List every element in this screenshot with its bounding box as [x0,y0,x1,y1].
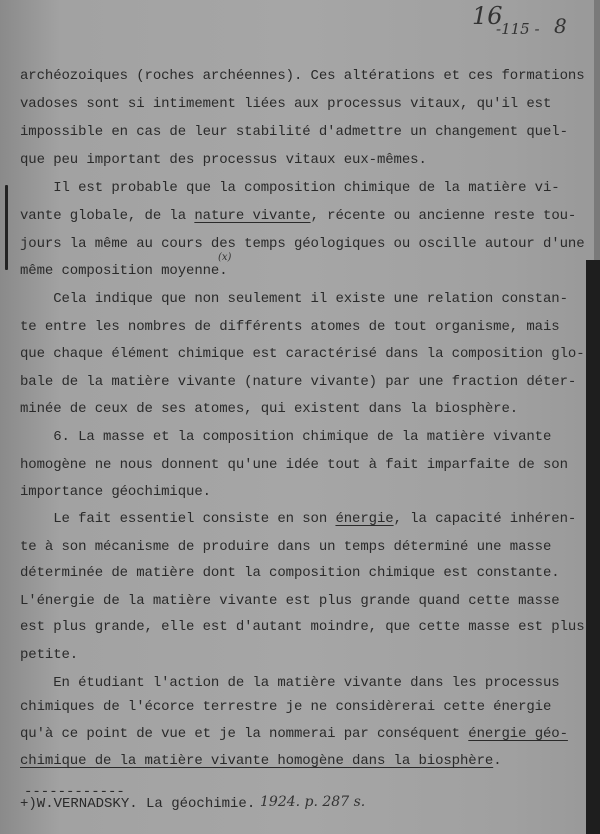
text-line [20,699,551,715]
text-line [20,753,502,769]
handwritten-citation: 1924. p. 287 s. [260,794,366,810]
scan-edge [586,260,600,834]
handwritten-page-number: -115 - [496,20,540,38]
text-segment: jours la même au cours des temps géologiques ou oscille autour d'une [20,236,585,252]
text-segment: , récente ou ancienne reste tou- [310,208,577,224]
text-line [20,593,560,609]
text-segment: En étudiant l'action de la matière vivante dans les processus [20,675,560,691]
text-segment: Le fait essentiel consiste en son [20,511,336,527]
text-segment: Il est probable que la composition chimique de la matière vi- [20,180,560,196]
text-segment: , la capacité inhéren- [393,511,577,527]
text-line [20,726,568,742]
handwritten-page-number: 16 [472,2,503,30]
text-segment: même composition moyenne. [20,263,228,279]
text-line [20,319,560,335]
text-line [20,263,228,279]
text-line [20,511,576,527]
text-segment: impossible en cas de leur stabilité d'admettre un changement quel- [20,124,568,140]
text-line [20,429,551,445]
footnote-text: +)W.VERNADSKY. La géochimie. [20,796,256,812]
text-segment: te entre les nombres de différents atomes de tout organisme, mais [20,319,560,335]
text-line [20,374,576,390]
text-line [20,346,585,362]
text-segment: minée de ceux de ses atomes, qui existent dans la biosphère. [20,401,519,417]
margin-mark [5,185,8,270]
underlined-text: énergie [335,511,394,527]
text-line [20,291,568,307]
text-line [20,401,518,417]
text-segment: Cela indique que non seulement il existe une relation constan- [20,291,568,307]
footnote-separator: ------------ [24,784,125,800]
text-segment: est plus grande, elle est d'autant moindre, que cette masse est plus [20,619,585,635]
text-line [20,647,78,663]
text-line [20,675,560,691]
text-line [20,236,585,252]
text-segment: L'énergie de la matière vivante est plus grande quand cette masse [20,593,560,609]
text-segment: vadoses sont si intimement liées aux processus vitaux, qu'il est [20,96,552,112]
text-segment: bale de la matière vivante (nature vivante) par une fraction déter- [20,374,577,390]
text-line [20,96,551,112]
text-segment: qu'à ce point de vue et je la nommerai par conséquent [20,726,469,742]
text-line [20,565,560,581]
text-segment: te à son mécanisme de produire dans un temps déterminé une masse [20,539,552,555]
text-line [20,539,551,555]
text-segment: . [493,753,502,769]
underlined-text: nature vivante [194,208,311,224]
text-segment: que peu important des processus vitaux eux-mêmes. [20,152,427,168]
text-segment: vante globale, de la [20,208,195,224]
text-segment: 6. La masse et la composition chimique de la matière vivante [20,429,552,445]
footnote-marker: (x) [218,252,232,263]
underlined-text: énergie géo- [468,726,568,742]
text-segment: déterminée de matière dont la composition chimique est constante. [20,565,560,581]
text-line [20,152,427,168]
underlined-text: chimique de la matière vivante homogène dans la biosphère [20,753,494,769]
text-line [20,457,568,473]
text-segment: homogène ne nous donnent qu'une idée tout à fait imparfaite de son [20,457,568,473]
text-line [20,124,568,140]
text-line [20,180,560,196]
text-segment: petite. [20,647,79,663]
text-line [20,484,211,500]
text-segment: importance géochimique. [20,484,211,500]
text-line [20,68,585,84]
text-line [20,619,585,635]
handwritten-page-number: 8 [554,14,567,38]
text-segment: que chaque élément chimique est caractérisé dans la composition glo- [20,346,585,362]
text-segment: archéozoiques (roches archéennes). Ces altérations et ces formations [20,68,585,84]
scan-edge [594,0,600,260]
text-line [20,208,576,224]
text-segment: chimiques de l'écorce terrestre je ne considèrerai cette énergie [20,699,552,715]
